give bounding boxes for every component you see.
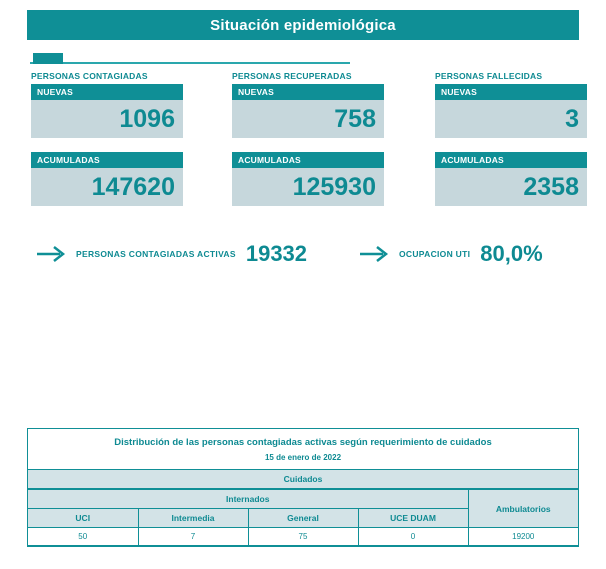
- col-header-general: General: [248, 509, 358, 528]
- spacer: [435, 138, 587, 152]
- acumuladas-value: 125930: [292, 172, 376, 201]
- page-title-bar: [27, 10, 579, 40]
- cell-ambulatorios: 19200: [468, 528, 578, 546]
- nuevas-block: [435, 84, 587, 138]
- table-grid: [28, 489, 578, 546]
- cell-uci: 50: [28, 528, 138, 546]
- accent-block: [33, 53, 63, 64]
- column-title: PERSONAS RECUPERADAS: [232, 71, 352, 81]
- metric-column-contagiadas: [31, 71, 183, 206]
- col-header-uce-duam: UCE DUAM: [358, 509, 468, 528]
- acumuladas-block: [31, 152, 183, 206]
- table-title: Distribución de las personas contagiadas activas según requerimiento de cuidados: [28, 429, 578, 453]
- cell-intermedia: 7: [138, 528, 248, 546]
- page-title: Situación epidemiológica: [210, 16, 396, 34]
- nuevas-value-box: [435, 100, 587, 138]
- arrow-right-icon: [359, 243, 391, 265]
- acumuladas-value: 2358: [523, 172, 579, 201]
- nuevas-value: 1096: [119, 104, 175, 133]
- acumuladas-label: ACUMULADAS: [31, 152, 183, 168]
- indicator-contagiadas-activas: [36, 243, 307, 265]
- metric-column-recuperadas: [232, 71, 384, 206]
- col-header-uci: UCI: [28, 509, 138, 528]
- table-row: [28, 490, 578, 509]
- acumuladas-block: [435, 152, 587, 206]
- nuevas-value: 758: [334, 104, 376, 133]
- indicator-value: 80,0%: [480, 241, 543, 266]
- internados-header: Internados: [28, 490, 468, 509]
- indicator-label: PERSONAS CONTAGIADAS ACTIVAS: [76, 249, 236, 259]
- arrow-right-icon: [36, 243, 68, 265]
- nuevas-value: 3: [565, 104, 579, 133]
- column-title: PERSONAS FALLECIDAS: [435, 71, 543, 81]
- cuidados-table: [27, 428, 579, 547]
- acumuladas-block: [232, 152, 384, 206]
- spacer: [232, 138, 384, 152]
- nuevas-value-box: [31, 100, 183, 138]
- table-group-header: Cuidados: [28, 469, 578, 489]
- cell-general: 75: [248, 528, 358, 546]
- column-title: PERSONAS CONTAGIADAS: [31, 71, 148, 81]
- nuevas-block: [232, 84, 384, 138]
- table-date: 15 de enero de 2022: [28, 453, 578, 469]
- nuevas-block: [31, 84, 183, 138]
- ambulatorios-header: Ambulatorios: [468, 490, 578, 528]
- nuevas-label: NUEVAS: [232, 84, 384, 100]
- spacer: [31, 138, 183, 152]
- acumuladas-value: 147620: [91, 172, 175, 201]
- nuevas-label: NUEVAS: [31, 84, 183, 100]
- acumuladas-label: ACUMULADAS: [435, 152, 587, 168]
- nuevas-value-box: [232, 100, 384, 138]
- acumuladas-value-box: [232, 168, 384, 206]
- col-header-intermedia: Intermedia: [138, 509, 248, 528]
- acumuladas-value-box: [435, 168, 587, 206]
- indicator-ocupacion-uti: [359, 243, 543, 265]
- table-row: [28, 528, 578, 546]
- cell-uce-duam: 0: [358, 528, 468, 546]
- indicator-label: OCUPACION UTI: [399, 249, 471, 259]
- acumuladas-label: ACUMULADAS: [232, 152, 384, 168]
- nuevas-label: NUEVAS: [435, 84, 587, 100]
- indicator-value: 19332: [245, 241, 308, 266]
- acumuladas-value-box: [31, 168, 183, 206]
- accent-divider: [30, 62, 350, 64]
- metric-column-fallecidas: [435, 71, 587, 206]
